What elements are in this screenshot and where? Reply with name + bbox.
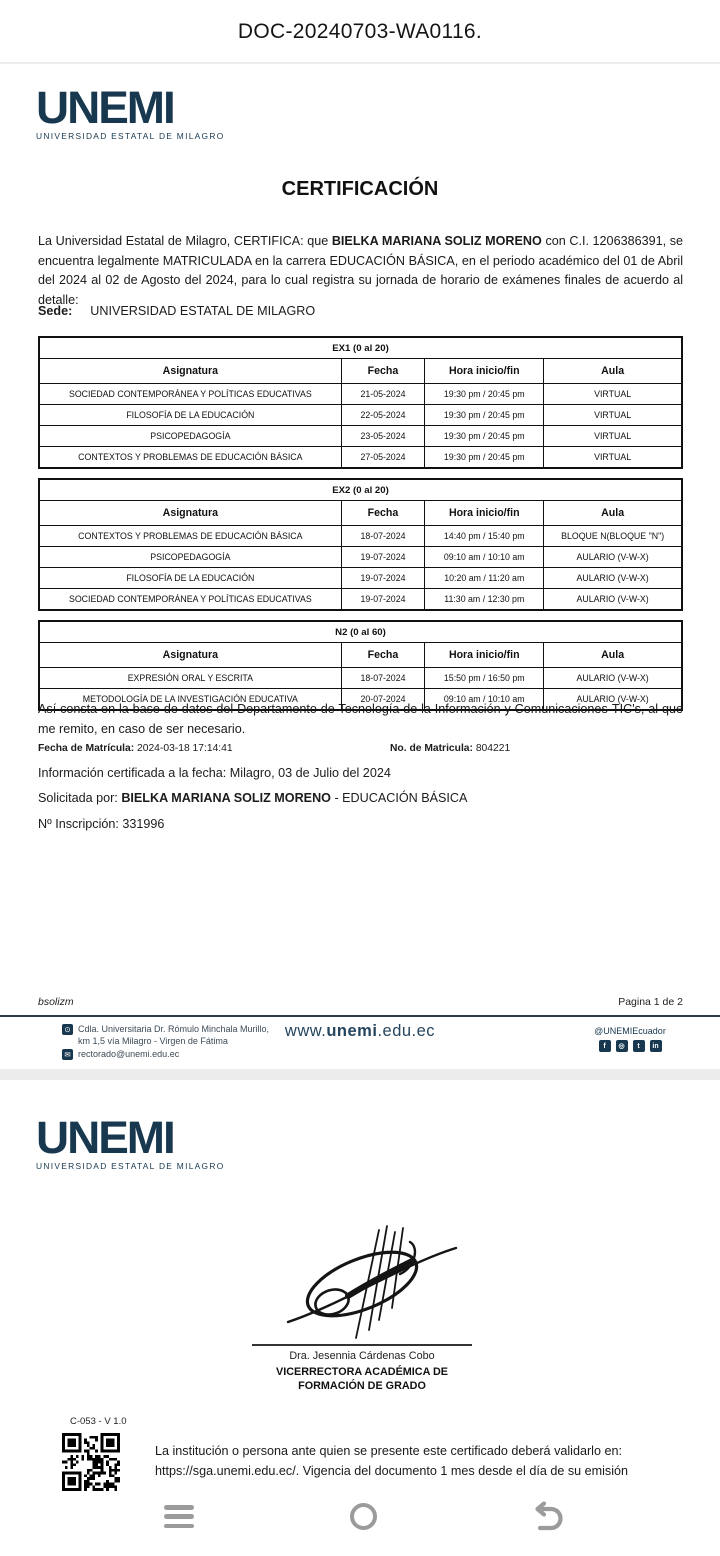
footer-username: bsolizm <box>38 996 74 1008</box>
table-cell: FILOSOFÍA DE LA EDUCACIÓN <box>39 405 341 426</box>
table-cell: 19:30 pm / 20:45 pm <box>425 405 544 426</box>
table-cell: 10:20 am / 11:20 am <box>425 568 544 589</box>
footer-social <box>575 1026 685 1052</box>
column-header: Hora inicio/fin <box>425 359 544 384</box>
nav-home-button[interactable] <box>350 1503 377 1530</box>
table-cell: AULARIO (V-W-X) <box>544 568 682 589</box>
student-name: BIELKA MARIANA SOLIZ MORENO <box>331 234 542 248</box>
table-cell: SOCIEDAD CONTEMPORÁNEA Y POLÍTICAS EDUCATIVAS <box>39 384 341 405</box>
footer-rule <box>0 1015 720 1017</box>
unemi-logo <box>36 82 225 141</box>
matricula-fecha-value: 2024-03-18 17:14:41 <box>134 743 233 754</box>
table-row <box>39 568 682 589</box>
instagram-icon: ◎ <box>616 1040 628 1052</box>
table-row <box>39 447 682 469</box>
column-header: Fecha <box>341 501 425 526</box>
table-cell: CONTEXTOS Y PROBLEMAS DE EDUCACIÓN BÁSICA <box>39 526 341 547</box>
requested-by-name: BIELKA MARIANA SOLIZ MORENO <box>121 791 331 805</box>
table-row <box>39 589 682 611</box>
page-indicator: Pagina 1 de 2 <box>618 996 683 1008</box>
exam-table <box>38 620 683 711</box>
footer-address-line1: Cdla. Universitaria Dr. Rómulo Minchala Murillo, <box>78 1024 270 1034</box>
validation-note <box>155 1442 685 1481</box>
exam-table <box>38 478 683 611</box>
column-header: Asignatura <box>39 643 341 668</box>
table-title: EX1 (0 al 20) <box>39 337 682 359</box>
signer-name: Dra. Jesennia Cárdenas Cobo <box>289 1350 435 1362</box>
inscription-number: Nº Inscripción: 331996 <box>38 817 165 831</box>
footer-address-line2: km 1,5 vía Milagro - Virgen de Fátima <box>78 1035 228 1046</box>
table-cell: VIRTUAL <box>544 426 682 447</box>
table-cell: 19:30 pm / 20:45 pm <box>425 426 544 447</box>
unemi-logo-tagline: UNIVERSIDAD ESTATAL DE MILAGRO <box>36 1161 225 1171</box>
column-header: Asignatura <box>39 359 341 384</box>
table-cell: PSICOPEDAGOGÍA <box>39 426 341 447</box>
table-cell: CONTEXTOS Y PROBLEMAS DE EDUCACIÓN BÁSICA <box>39 447 341 469</box>
social-handle: @UNEMIEcuador <box>594 1026 666 1036</box>
table-cell: AULARIO (V-W-X) <box>544 689 682 711</box>
table-cell: 20-07-2024 <box>341 689 425 711</box>
unemi-logo-word: UNEMI <box>36 82 174 133</box>
table-cell: 23-05-2024 <box>341 426 425 447</box>
matricula-fecha-label: Fecha de Matrícula: <box>38 743 135 754</box>
column-header: Asignatura <box>39 501 341 526</box>
table-cell: BLOQUE N(BLOQUE "N") <box>544 526 682 547</box>
table-cell: METODOLOGÍA DE LA INVESTIGACIÓN EDUCATIVA <box>39 689 341 711</box>
signer-title <box>232 1365 492 1393</box>
linkedin-icon: in <box>650 1040 662 1052</box>
exam-tables <box>38 336 683 720</box>
column-header: Aula <box>544 359 682 384</box>
table-cell: 27-05-2024 <box>341 447 425 469</box>
form-code: C-053 - V 1.0 <box>70 1416 127 1427</box>
table-cell: AULARIO (V-W-X) <box>544 668 682 689</box>
signer-title-line2: FORMACIÓN DE GRADO <box>298 1380 426 1392</box>
validation-line1: La institución o persona ante quien se presente este certificado deberá validarlo en: <box>155 1444 622 1458</box>
table-title: N2 (0 al 60) <box>39 621 682 643</box>
requested-by-label: Solicitada por: <box>38 791 122 805</box>
table-cell: 14:40 pm / 15:40 pm <box>425 526 544 547</box>
column-header: Hora inicio/fin <box>425 501 544 526</box>
exam-table <box>38 336 683 469</box>
intro-paragraph <box>38 232 683 310</box>
table-cell: VIRTUAL <box>544 447 682 469</box>
table-cell: AULARIO (V-W-X) <box>544 547 682 568</box>
matricula-fecha <box>38 743 233 754</box>
table-cell: PSICOPEDAGOGÍA <box>39 547 341 568</box>
matricula-row <box>38 743 683 754</box>
table-cell: 19-07-2024 <box>341 547 425 568</box>
header-divider <box>0 62 720 64</box>
certified-date-line: Información certificada a la fecha: Milagro, 03 de Julio del 2024 <box>38 766 391 780</box>
table-cell: 18-07-2024 <box>341 668 425 689</box>
footer-email-text: rectorado@unemi.edu.ec <box>78 1049 180 1059</box>
table-row <box>39 405 682 426</box>
table-cell: 21-05-2024 <box>341 384 425 405</box>
column-header: Aula <box>544 643 682 668</box>
table-cell: EXPRESIÓN ORAL Y ESCRITA <box>39 668 341 689</box>
twitter-icon: t <box>633 1040 645 1052</box>
column-header: Hora inicio/fin <box>425 643 544 668</box>
table-row <box>39 384 682 405</box>
footer-website-post: .edu.ec <box>377 1022 436 1040</box>
table-cell: VIRTUAL <box>544 384 682 405</box>
requested-by-line <box>38 791 467 805</box>
page-separator <box>0 1069 720 1080</box>
social-icons <box>575 1040 685 1052</box>
footer-website <box>260 1022 460 1041</box>
table-cell: 19-07-2024 <box>341 568 425 589</box>
matricula-no-label: No. de Matricula: <box>390 743 473 754</box>
intro-text-before: La Universidad Estatal de Milagro, CERTIFICA: que <box>38 234 332 248</box>
table-cell: 19:30 pm / 20:45 pm <box>425 447 544 469</box>
matricula-no-value: 804221 <box>472 743 511 754</box>
table-cell: 22-05-2024 <box>341 405 425 426</box>
email-icon: ✉ <box>62 1049 73 1060</box>
facebook-icon: f <box>599 1040 611 1052</box>
table-row <box>39 426 682 447</box>
certification-heading: CERTIFICACIÓN <box>281 178 439 200</box>
consta-paragraph: Así consta en la base de datos del Departamento de Tecnología de la Información y Comunicaciones-TIC's, al que me remito, en caso de ser necesario. <box>38 702 683 736</box>
table-row <box>39 547 682 568</box>
table-cell: 18-07-2024 <box>341 526 425 547</box>
nav-menu-button[interactable] <box>164 1505 194 1528</box>
signer-title-line1: VICERRECTORA ACADÉMICA DE <box>276 1366 448 1378</box>
signature-line <box>252 1344 472 1346</box>
table-cell: 09:10 am / 10:10 am <box>425 689 544 711</box>
table-cell: AULARIO (V-W-X) <box>544 589 682 611</box>
unemi-logo-word: UNEMI <box>36 1112 174 1163</box>
footer-email <box>64 1049 180 1059</box>
table-cell: FILOSOFÍA DE LA EDUCACIÓN <box>39 568 341 589</box>
sede-label: Sede: <box>38 304 73 318</box>
matricula-no <box>390 743 510 754</box>
table-cell: 19-07-2024 <box>341 589 425 611</box>
unemi-logo-tagline: UNIVERSIDAD ESTATAL DE MILAGRO <box>36 131 225 141</box>
qr-code <box>62 1433 120 1491</box>
signature-image <box>282 1224 462 1342</box>
unemi-logo-page2 <box>36 1112 225 1171</box>
column-header: Fecha <box>341 359 425 384</box>
footer-website-bold: unemi <box>326 1022 378 1040</box>
table-title: EX2 (0 al 20) <box>39 479 682 501</box>
document-title: DOC-20240703-WA0116. <box>237 20 483 43</box>
validation-line2: https://sga.unemi.edu.ec/. Vigencia del documento 1 mes desde el día de su emisión <box>155 1463 629 1478</box>
sede-value: UNIVERSIDAD ESTATAL DE MILAGRO <box>90 304 316 318</box>
table-cell: 19:30 pm / 20:45 pm <box>425 384 544 405</box>
table-cell: SOCIEDAD CONTEMPORÁNEA Y POLÍTICAS EDUCATIVAS <box>39 589 341 611</box>
sede-row <box>38 304 315 318</box>
table-cell: 11:30 am / 12:30 pm <box>425 589 544 611</box>
intro-text-after: con C.I. 1206386391, se encuentra legalmente MATRICULADA en la carrera EDUCACIÓN BÁSICA, en el periodo académico del 01 de Abril del 2024 al 02 de Agosto del 2024, para lo cual registra su jornada de horario de exámenes finales de acuerdo al detalle: <box>38 234 684 307</box>
footer-website-pre: www. <box>284 1022 327 1040</box>
table-cell: 09:10 am / 10:10 am <box>425 547 544 568</box>
table-row <box>39 526 682 547</box>
location-icon: ⊙ <box>62 1024 73 1035</box>
column-header: Aula <box>544 501 682 526</box>
nav-back-button[interactable] <box>528 1501 564 1533</box>
table-row <box>39 668 682 689</box>
table-cell: 15:50 pm / 16:50 pm <box>425 668 544 689</box>
requested-by-career: - EDUCACIÓN BÁSICA <box>330 791 468 805</box>
column-header: Fecha <box>341 643 425 668</box>
table-cell: VIRTUAL <box>544 405 682 426</box>
